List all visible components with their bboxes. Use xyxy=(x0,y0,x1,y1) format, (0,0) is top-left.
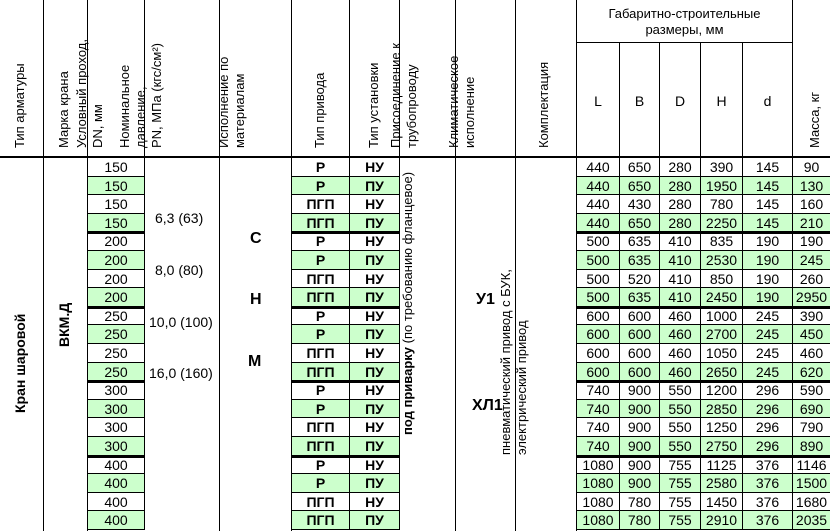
cell-m: 1500 xyxy=(793,474,830,493)
cell-drive: ПГП xyxy=(292,270,350,288)
cell-H: 2910 xyxy=(701,511,743,530)
header-material-label: Исполнение по материалам xyxy=(216,56,247,148)
cell-m: 2950 xyxy=(793,288,830,307)
cell-drive: Р xyxy=(292,232,350,251)
cell-L: 440 xyxy=(577,177,620,195)
cell-D: 550 xyxy=(660,437,701,456)
cell-H: 2850 xyxy=(701,400,743,418)
cell-inst: ПУ xyxy=(350,214,400,232)
cell-B: 900 xyxy=(620,381,660,400)
cell-B: 600 xyxy=(620,363,660,381)
cell-drive: Р xyxy=(292,251,350,270)
cell-L: 440 xyxy=(577,214,620,232)
cell-B: 635 xyxy=(620,251,660,270)
cell-H: 2650 xyxy=(701,363,743,381)
cell-H: 1950 xyxy=(701,177,743,195)
cell-H: 1250 xyxy=(701,418,743,437)
cell-L: 740 xyxy=(577,437,620,456)
cell-d: 296 xyxy=(743,437,793,456)
merged-type-label: Кран шаровой xyxy=(12,313,28,413)
cell-B: 900 xyxy=(620,418,660,437)
cell-drive: ПГП xyxy=(292,344,350,363)
cell-drive: ПГП xyxy=(292,511,350,530)
cell-d: 145 xyxy=(743,195,793,214)
cell-L: 1080 xyxy=(577,474,620,493)
pn-1: 6,3 (63) xyxy=(155,210,204,226)
header-install-label: Тип установки xyxy=(366,62,381,148)
header-D: D xyxy=(660,43,701,158)
cell-d: 190 xyxy=(743,288,793,307)
header-dims-line2: размеры, мм xyxy=(645,22,724,37)
cell-H: 780 xyxy=(701,195,743,214)
cell-dn: 250 xyxy=(88,363,145,381)
climate-2: ХЛ1 xyxy=(472,397,503,414)
climate-1: У1 xyxy=(476,291,495,308)
cell-inst: ПУ xyxy=(350,511,400,530)
cell-inst: НУ xyxy=(350,158,400,177)
cell-d: 245 xyxy=(743,363,793,381)
cell-L: 600 xyxy=(577,307,620,325)
cell-dn: 400 xyxy=(88,474,145,493)
cell-m: 90 xyxy=(793,158,830,177)
cell-L: 740 xyxy=(577,418,620,437)
cell-L: 500 xyxy=(577,232,620,251)
cell-drive: Р xyxy=(292,177,350,195)
merged-conn xyxy=(400,158,456,531)
pn-2: 8,0 (80) xyxy=(155,262,204,278)
cell-m: 245 xyxy=(793,251,830,270)
cell-inst: НУ xyxy=(350,307,400,325)
cell-L: 440 xyxy=(577,158,620,177)
material-2: Н xyxy=(250,291,262,308)
merged-kit-label: пневматический привод с БУК, электрический привод xyxy=(498,269,529,455)
cell-H: 1125 xyxy=(701,456,743,474)
cell-inst: НУ xyxy=(350,418,400,437)
cell-drive: ПГП xyxy=(292,418,350,437)
cell-inst: НУ xyxy=(350,456,400,474)
cell-D: 280 xyxy=(660,158,701,177)
cell-D: 410 xyxy=(660,270,701,288)
cell-B: 900 xyxy=(620,437,660,456)
cell-H: 2450 xyxy=(701,288,743,307)
cell-m: 620 xyxy=(793,363,830,381)
cell-d: 145 xyxy=(743,158,793,177)
cell-drive: ПГП xyxy=(292,363,350,381)
cell-d: 296 xyxy=(743,418,793,437)
cell-L: 740 xyxy=(577,381,620,400)
header-kit-label: Комплектация xyxy=(536,61,551,148)
cell-D: 410 xyxy=(660,288,701,307)
cell-d: 376 xyxy=(743,511,793,530)
cell-inst: ПУ xyxy=(350,437,400,456)
cell-H: 1000 xyxy=(701,307,743,325)
cell-m: 2035 xyxy=(793,511,830,530)
cell-B: 780 xyxy=(620,511,660,530)
cell-inst: НУ xyxy=(350,493,400,511)
header-type-label: Тип арматуры xyxy=(12,63,27,148)
header-climate xyxy=(446,0,516,158)
cell-drive: ПГП xyxy=(292,214,350,232)
cell-L: 1080 xyxy=(577,493,620,511)
cell-D: 280 xyxy=(660,177,701,195)
cell-L: 440 xyxy=(577,195,620,214)
header-drive-label: Тип привода xyxy=(312,72,327,148)
merged-mark-label: ВКМ.Д xyxy=(56,302,72,347)
cell-D: 410 xyxy=(660,251,701,270)
cell-d: 245 xyxy=(743,307,793,325)
cell-B: 600 xyxy=(620,307,660,325)
cell-d: 190 xyxy=(743,270,793,288)
cell-B: 635 xyxy=(620,288,660,307)
header-dims xyxy=(577,0,793,43)
cell-dn: 250 xyxy=(88,307,145,325)
cell-dn: 300 xyxy=(88,381,145,400)
cell-m: 1680 xyxy=(793,493,830,511)
cell-m: 690 xyxy=(793,400,830,418)
header-dn-label: Условный проход, DN, мм xyxy=(74,38,105,148)
cell-dn: 300 xyxy=(88,437,145,456)
cell-D: 460 xyxy=(660,307,701,325)
cell-L: 500 xyxy=(577,251,620,270)
cell-drive: ПГП xyxy=(292,195,350,214)
header-mass-label: Масса, кг xyxy=(807,91,822,148)
cell-m: 390 xyxy=(793,307,830,325)
merged-mark xyxy=(44,158,88,531)
header-conn-label: Присоединение к трубопроводу xyxy=(388,43,419,148)
cell-D: 550 xyxy=(660,381,701,400)
cell-L: 1080 xyxy=(577,511,620,530)
cell-D: 550 xyxy=(660,400,701,418)
cell-drive: Р xyxy=(292,474,350,493)
merged-type xyxy=(0,158,44,531)
cell-drive: Р xyxy=(292,381,350,400)
cell-D: 755 xyxy=(660,511,701,530)
merged-conn-label: под приварку (по требованию фланцевое) xyxy=(400,171,415,435)
cell-drive: ПГП xyxy=(292,437,350,456)
merged-kit xyxy=(498,158,577,531)
cell-inst: ПУ xyxy=(350,474,400,493)
cell-H: 2250 xyxy=(701,214,743,232)
cell-drive: Р xyxy=(292,325,350,344)
header-mark-label: Марка крана xyxy=(56,71,71,148)
material-3: М xyxy=(248,353,262,370)
header-material xyxy=(216,0,292,158)
cell-B: 900 xyxy=(620,474,660,493)
cell-B: 780 xyxy=(620,493,660,511)
cell-inst: ПУ xyxy=(350,325,400,344)
cell-B: 635 xyxy=(620,232,660,251)
cell-H: 850 xyxy=(701,270,743,288)
cell-H: 835 xyxy=(701,232,743,251)
cell-inst: НУ xyxy=(350,195,400,214)
cell-H: 1200 xyxy=(701,381,743,400)
cell-d: 376 xyxy=(743,456,793,474)
cell-inst: НУ xyxy=(350,381,400,400)
cell-m: 190 xyxy=(793,232,830,251)
cell-B: 520 xyxy=(620,270,660,288)
cell-drive: ПГП xyxy=(292,288,350,307)
header-B: B xyxy=(620,43,660,158)
cell-dn: 150 xyxy=(88,214,145,232)
pn-3: 10,0 (100) xyxy=(149,314,213,330)
cell-m: 130 xyxy=(793,177,830,195)
cell-drive: Р xyxy=(292,158,350,177)
cell-B: 600 xyxy=(620,344,660,363)
cell-dn: 250 xyxy=(88,325,145,344)
header-drive xyxy=(292,0,350,158)
cell-inst: НУ xyxy=(350,344,400,363)
cell-H: 390 xyxy=(701,158,743,177)
cell-dn: 200 xyxy=(88,288,145,307)
cell-H: 2750 xyxy=(701,437,743,456)
cell-D: 755 xyxy=(660,474,701,493)
cell-H: 1050 xyxy=(701,344,743,363)
cell-dn: 200 xyxy=(88,232,145,251)
cell-D: 410 xyxy=(660,232,701,251)
cell-D: 460 xyxy=(660,363,701,381)
cell-H: 2580 xyxy=(701,474,743,493)
header-kit xyxy=(516,0,577,158)
header-climate-label: Климатическое исполнение xyxy=(446,55,477,148)
cell-d: 376 xyxy=(743,493,793,511)
cell-m: 210 xyxy=(793,214,830,232)
cell-dn: 400 xyxy=(88,493,145,511)
cell-inst: НУ xyxy=(350,270,400,288)
cell-B: 650 xyxy=(620,214,660,232)
cell-dn: 200 xyxy=(88,251,145,270)
cell-B: 650 xyxy=(620,158,660,177)
cell-dn: 200 xyxy=(88,270,145,288)
cell-D: 755 xyxy=(660,456,701,474)
header-pn-label: Номинальное давление, PN, МПа (кгс/см²) xyxy=(117,43,164,148)
cell-drive: ПГП xyxy=(292,493,350,511)
header-pn xyxy=(117,0,220,158)
cell-H: 1450 xyxy=(701,493,743,511)
cell-dn: 250 xyxy=(88,344,145,363)
cell-H: 2700 xyxy=(701,325,743,344)
cell-dn: 150 xyxy=(88,158,145,177)
cell-L: 600 xyxy=(577,363,620,381)
cell-D: 550 xyxy=(660,418,701,437)
cell-inst: ПУ xyxy=(350,177,400,195)
cell-L: 600 xyxy=(577,344,620,363)
header-mass xyxy=(793,0,830,158)
cell-m: 590 xyxy=(793,381,830,400)
cell-D: 755 xyxy=(660,493,701,511)
cell-dn: 400 xyxy=(88,511,145,530)
cell-inst: ПУ xyxy=(350,251,400,270)
material-1: С xyxy=(250,230,262,247)
cell-d: 190 xyxy=(743,232,793,251)
cell-L: 600 xyxy=(577,325,620,344)
cell-d: 296 xyxy=(743,400,793,418)
cell-dn: 300 xyxy=(88,400,145,418)
cell-dn: 150 xyxy=(88,177,145,195)
cell-L: 1080 xyxy=(577,456,620,474)
cell-d: 245 xyxy=(743,344,793,363)
cell-H: 2530 xyxy=(701,251,743,270)
merged-pn xyxy=(145,158,220,531)
cell-m: 1146 xyxy=(793,456,830,474)
cell-B: 600 xyxy=(620,325,660,344)
cell-B: 430 xyxy=(620,195,660,214)
cell-dn: 400 xyxy=(88,456,145,474)
cell-D: 460 xyxy=(660,325,701,344)
cell-inst: ПУ xyxy=(350,363,400,381)
cell-D: 280 xyxy=(660,195,701,214)
header-type xyxy=(0,0,44,158)
header-d: d xyxy=(743,43,793,158)
pn-4: 16,0 (160) xyxy=(149,365,213,381)
merged-material xyxy=(220,158,292,531)
cell-drive: Р xyxy=(292,400,350,418)
cell-D: 280 xyxy=(660,214,701,232)
cell-D: 460 xyxy=(660,344,701,363)
header-H: H xyxy=(701,43,743,158)
cell-inst: ПУ xyxy=(350,400,400,418)
cell-m: 890 xyxy=(793,437,830,456)
cell-L: 500 xyxy=(577,270,620,288)
cell-inst: ПУ xyxy=(350,288,400,307)
cell-m: 450 xyxy=(793,325,830,344)
cell-m: 460 xyxy=(793,344,830,363)
cell-B: 650 xyxy=(620,177,660,195)
cell-m: 790 xyxy=(793,418,830,437)
cell-B: 900 xyxy=(620,400,660,418)
cell-inst: НУ xyxy=(350,232,400,251)
cell-L: 500 xyxy=(577,288,620,307)
cell-m: 160 xyxy=(793,195,830,214)
cell-m: 260 xyxy=(793,270,830,288)
cell-B: 900 xyxy=(620,456,660,474)
cell-L: 740 xyxy=(577,400,620,418)
header-dims-line1: Габаритно-строительные xyxy=(608,6,761,21)
cell-drive: Р xyxy=(292,307,350,325)
header-L: L xyxy=(577,43,620,158)
cell-dn: 300 xyxy=(88,418,145,437)
cell-d: 145 xyxy=(743,214,793,232)
cell-d: 145 xyxy=(743,177,793,195)
cell-d: 190 xyxy=(743,251,793,270)
cell-dn: 150 xyxy=(88,195,145,214)
cell-d: 296 xyxy=(743,381,793,400)
cell-d: 245 xyxy=(743,325,793,344)
cell-d: 376 xyxy=(743,474,793,493)
cell-drive: Р xyxy=(292,456,350,474)
